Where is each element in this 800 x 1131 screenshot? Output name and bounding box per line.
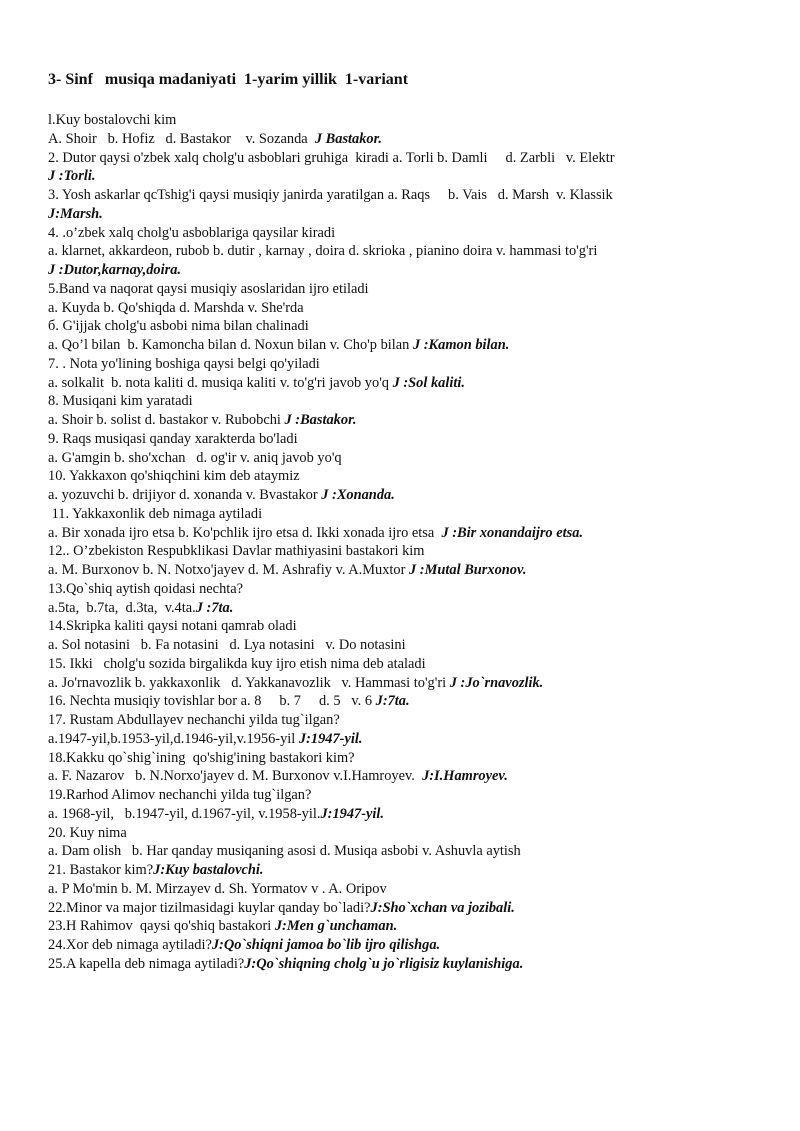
document-title: 3- Sinf musiqa madaniyati 1-yarim yillik 1-variant bbox=[48, 71, 409, 88]
line-text: 25.A kapella deb nimaga aytiladi? bbox=[48, 955, 245, 972]
question-line bbox=[48, 749, 768, 768]
line-text: a. F. Nazarov b. N.Norxo'jayev d. M. Burxonov v.I.Hamroyev. bbox=[48, 768, 423, 785]
line-text: 4. .o’zbek xalq cholg'u asboblariga qaysilar kiradi bbox=[48, 224, 336, 241]
question-line bbox=[48, 636, 768, 655]
question-line bbox=[48, 374, 768, 393]
answer-text: J:Qo`shiqni jamoa bo`lib ijro qilishga. bbox=[211, 937, 441, 953]
line-text: 12.. O’zbekiston Respubklikasi Davlar mathiyasini bastakori kim bbox=[48, 543, 425, 560]
question-line bbox=[48, 280, 768, 299]
answer-text: J:Men g`unchaman. bbox=[274, 918, 398, 935]
question-line bbox=[48, 767, 768, 786]
line-text: 20. Kuy nima bbox=[48, 824, 127, 841]
answer-text: J :Jo`rnavozlik. bbox=[449, 674, 544, 691]
question-line bbox=[48, 430, 768, 449]
answer-text: J Bastakor. bbox=[314, 130, 383, 147]
question-line bbox=[48, 467, 768, 486]
line-text: 16. Nechta musiqiy tovishlar bor a. 8 b. 7 d. 5 v. 6 bbox=[48, 693, 376, 710]
line-text: a. solkalit b. nota kaliti d. musiqa kaliti v. to'g'ri javob yo'q bbox=[48, 374, 393, 391]
answer-text: J :7ta. bbox=[195, 599, 234, 616]
line-text: 24.Xor deb nimaga aytiladi? bbox=[48, 937, 212, 953]
answer-text: J:7ta. bbox=[375, 693, 410, 710]
answer-text: J:1947-yil. bbox=[320, 805, 385, 822]
question-line bbox=[48, 524, 768, 543]
question-line bbox=[48, 580, 768, 599]
question-line bbox=[48, 111, 768, 130]
line-text: 18.Kakku qo`shig`ining qo'shig'ining bastakori kim? bbox=[48, 749, 355, 766]
line-text: 3. Yosh askarlar qcTshig'i qaysi musiqiy janirda yaratilgan a. Raqs b. Vais d. Marsh v. Klassik bbox=[48, 187, 613, 203]
answer-text: J:Marsh. bbox=[48, 205, 103, 222]
question-line bbox=[48, 824, 768, 843]
line-text: 5.Band va naqorat qaysi musiqiy asoslaridan ijro etiladi bbox=[48, 280, 369, 297]
question-line bbox=[48, 842, 768, 861]
question-line bbox=[48, 486, 768, 505]
question-line bbox=[48, 336, 768, 355]
line-text: 11. Yakkaxonlik deb nimaga aytiladi bbox=[48, 505, 263, 522]
line-text: a. Bir xonada ijro etsa b. Ko'pchlik ijro etsa d. Ikki xonada ijro etsa bbox=[48, 524, 442, 541]
line-text: a. yozuvchi b. drijiyor d. xonanda v. Bvastakor bbox=[48, 487, 322, 503]
answer-text: J :Bastakor. bbox=[284, 412, 357, 428]
question-line bbox=[48, 224, 768, 243]
answer-text: J :Mutal Burxonov. bbox=[409, 562, 527, 578]
question-line bbox=[48, 899, 768, 918]
line-text: 15. Ikki cholg'u sozida birgalikda kuy ijro etish nima deb ataladi bbox=[48, 655, 426, 672]
line-text: 21. Bastakor kim? bbox=[48, 862, 154, 878]
answer-text: J :Kamon bilan. bbox=[412, 337, 510, 353]
question-line bbox=[48, 711, 768, 730]
answer-text: J :Torli. bbox=[48, 168, 96, 185]
question-line bbox=[48, 936, 768, 955]
question-line bbox=[48, 299, 768, 318]
question-line bbox=[48, 355, 768, 374]
answer-text: J:I.Hamroyev. bbox=[422, 768, 508, 785]
document-page bbox=[48, 70, 768, 974]
answer-text: J:Qo`shiqning cholg`u jo`rligisiz kuylanishiga. bbox=[244, 955, 524, 972]
question-line bbox=[48, 692, 768, 711]
question-line bbox=[48, 505, 768, 524]
question-line bbox=[48, 205, 768, 224]
question-line bbox=[48, 261, 768, 280]
question-line bbox=[48, 786, 768, 805]
line-text: a. Sol notasini b. Fa notasini d. Lya notasini v. Do notasini bbox=[48, 637, 406, 653]
line-text: 23.H Rahimov qaysi qo'shiq bastakori bbox=[48, 918, 275, 935]
line-text: a. G'amgin b. sho'xchan d. og'ir v. aniq javob yo'q bbox=[48, 449, 342, 466]
line-text: l.Kuy bostalovchi kim bbox=[48, 112, 177, 128]
line-text: 9. Raqs musiqasi qanday xarakterda bo'ladi bbox=[48, 430, 298, 447]
question-line bbox=[48, 599, 768, 618]
answer-text: J :Dutor,karnay,doira. bbox=[48, 262, 182, 278]
line-text: a.1947-yil,b.1953-yil,d.1946-yil,v.1956-yil bbox=[48, 730, 299, 747]
line-text: 14.Skripka kaliti qaysi notani qamrab oladi bbox=[48, 618, 297, 635]
line-text: a. Dam olish b. Har qanday musiqaning asosi d. Musiqa asbobi v. Ashuvla aytish bbox=[48, 843, 521, 860]
answer-text: J :Xonanda. bbox=[321, 487, 395, 503]
question-list bbox=[48, 111, 768, 974]
question-line bbox=[48, 617, 768, 636]
line-text: a. P Mo'min b. M. Mirzayev d. Sh. Yormatov v . A. Oripov bbox=[48, 880, 387, 897]
line-text: 17. Rustam Abdullayev nechanchi yilda tug`ilgan? bbox=[48, 712, 340, 728]
line-text: 7. . Nota yo'lining boshiga qaysi belgi qo'yiladi bbox=[48, 355, 320, 372]
question-line bbox=[48, 955, 768, 974]
question-line bbox=[48, 655, 768, 674]
line-text: a. Qo’l bilan b. Kamoncha bilan d. Noxun bilan v. Cho'p bilan bbox=[48, 337, 413, 353]
question-line bbox=[48, 542, 768, 561]
line-text: a. Shoir b. solist d. bastakor v. Rubobchi bbox=[48, 412, 285, 428]
line-text: 10. Yakkaxon qo'shiqchini kim deb ataymiz bbox=[48, 468, 300, 485]
question-line bbox=[48, 561, 768, 580]
answer-text: J :Bir xonandaijro etsa. bbox=[441, 524, 583, 541]
question-line bbox=[48, 880, 768, 899]
question-line bbox=[48, 861, 768, 880]
question-line bbox=[48, 167, 768, 186]
question-line bbox=[48, 674, 768, 693]
line-text: a.5ta, b.7ta, d.3ta, v.4ta. bbox=[48, 599, 196, 616]
line-text: 22.Minor va major tizilmasidagi kuylar qanday bo`ladi? bbox=[48, 899, 371, 916]
question-line bbox=[48, 317, 768, 336]
question-line bbox=[48, 242, 768, 261]
answer-text: J:1947-yil. bbox=[298, 730, 363, 747]
question-line bbox=[48, 411, 768, 430]
line-text: 2. Dutor qaysi o'zbek xalq cholg'u asboblari gruhiga kiradi a. Torli b. Damli d. Zarbli v. Elektr bbox=[48, 149, 615, 166]
question-line bbox=[48, 805, 768, 824]
question-line bbox=[48, 186, 768, 205]
question-line bbox=[48, 730, 768, 749]
answer-text: J:Sho`xchan va jozibali. bbox=[370, 899, 515, 916]
line-text: a. Kuyda b. Qo'shiqda d. Marshda v. She'rda bbox=[48, 299, 304, 316]
question-line bbox=[48, 149, 768, 168]
line-text: a. Jo'rnavozlik b. yakkaxonlik d. Yakkanavozlik v. Hammasi to'g'ri bbox=[48, 674, 450, 691]
question-line bbox=[48, 917, 768, 936]
line-text: 19.Rarhod Alimov nechanchi yilda tug`ilgan? bbox=[48, 787, 312, 803]
line-text: 13.Qo`shiq aytish qoidasi nechta? bbox=[48, 580, 244, 597]
question-line bbox=[48, 130, 768, 149]
line-text: A. Shoir b. Hofiz d. Bastakor v. Sozanda bbox=[48, 130, 315, 147]
question-line bbox=[48, 392, 768, 411]
line-text: 8. Musiqani kim yaratadi bbox=[48, 393, 193, 410]
line-text: a. 1968-yil, b.1947-yil, d.1967-yil, v.1958-yil. bbox=[48, 805, 321, 822]
line-text: a. klarnet, akkardeon, rubob b. dutir , karnay , doira d. skrioka , pianino doira v. hammasi to'g'ri bbox=[48, 243, 598, 260]
line-text: a. M. Burxonov b. N. Notxo'jayev d. M. Ashrafiy v. A.Muxtor bbox=[48, 562, 410, 578]
question-line bbox=[48, 449, 768, 468]
answer-text: J :Sol kaliti. bbox=[392, 374, 465, 391]
line-text: б. G'ijjak cholg'u asbobi nima bilan chalinadi bbox=[48, 318, 309, 335]
answer-text: J:Kuy bastalovchi. bbox=[153, 862, 264, 878]
